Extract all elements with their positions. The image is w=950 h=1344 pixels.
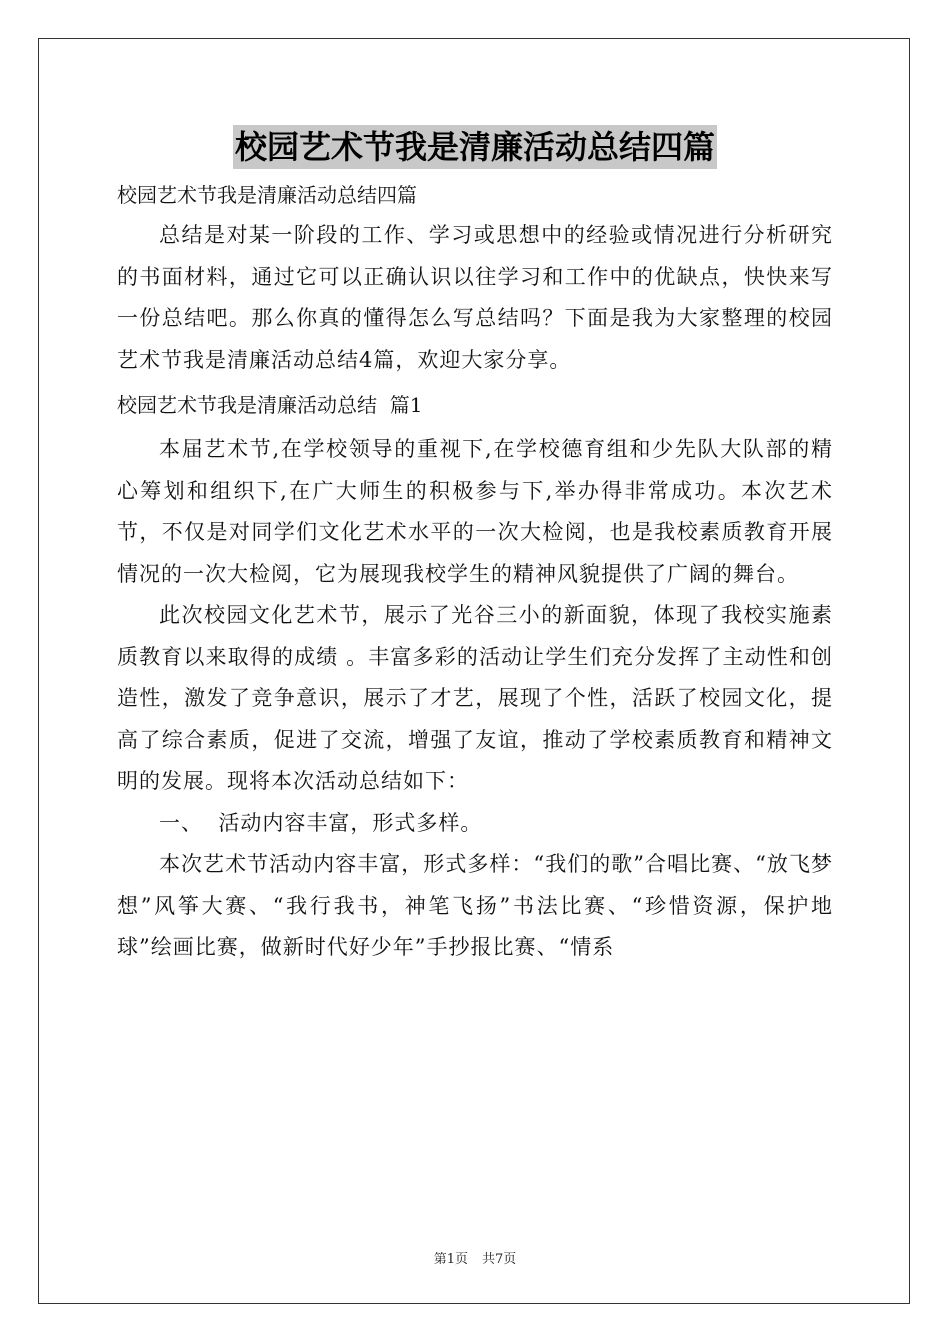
item-heading-1: 一、 活动内容丰富，形式多样。 (159, 810, 483, 835)
page-number-current: 第1页 (433, 1252, 468, 1267)
section-heading-1: 校园艺术节我是清廉活动总结 篇1 (117, 393, 423, 417)
document-body (117, 125, 833, 969)
page-footer (0, 1248, 950, 1267)
page-number-total: 共7页 (482, 1252, 517, 1267)
intro-paragraph: 总结是对某一阶段的工作、学习或思想中的经验或情况进行分析研究的书面材料，通过它可以正确认识以往学习和工作中的优缺点，快快来写一份总结吧。那么你真的懂得怎么写总结吗？下面是我为大家整理的校园艺术节我是清廉活动总结4篇，欢迎大家分享。 (117, 223, 833, 372)
paragraph-2: 此次校园文化艺术节，展示了光谷三小的新面貌，体现了我校实施素质教育以来取得的成绩 。丰富多彩的活动让学生们充分发挥了主动性和创造性，激发了竞争意识，展示了才艺，展现了个性，活跃了校园文化，提高了综合素质，促进了交流，增强了友谊，推动了学校素质教育和精神文明的发展。现将本次活动总结如下： (117, 603, 833, 793)
title-wrap (117, 125, 833, 169)
document-subtitle: 校园艺术节我是清廉活动总结四篇 (117, 183, 417, 207)
paragraph-1: 本届艺术节,在学校领导的重视下,在学校德育组和少先队大队部的精心筹划和组织下,在广大师生的积极参与下,举办得非常成功。本次艺术节，不仅是对同学们文化艺术水平的一次大检阅，也是我校素质教育开展情况的一次大检阅，它为展现我校学生的精神风貌提供了广阔的舞台。 (117, 437, 833, 586)
document-title: 校园艺术节我是清廉活动总结四篇 (233, 125, 717, 169)
paragraph-3: 本次艺术节活动内容丰富，形式多样：“我们的歌”合唱比赛、“放飞梦想”风筝大赛、“我行我书，神笔飞扬”书法比赛、“珍惜资源，保护地球”绘画比赛，做新时代好少年”手抄报比赛、“情系 (117, 852, 833, 959)
